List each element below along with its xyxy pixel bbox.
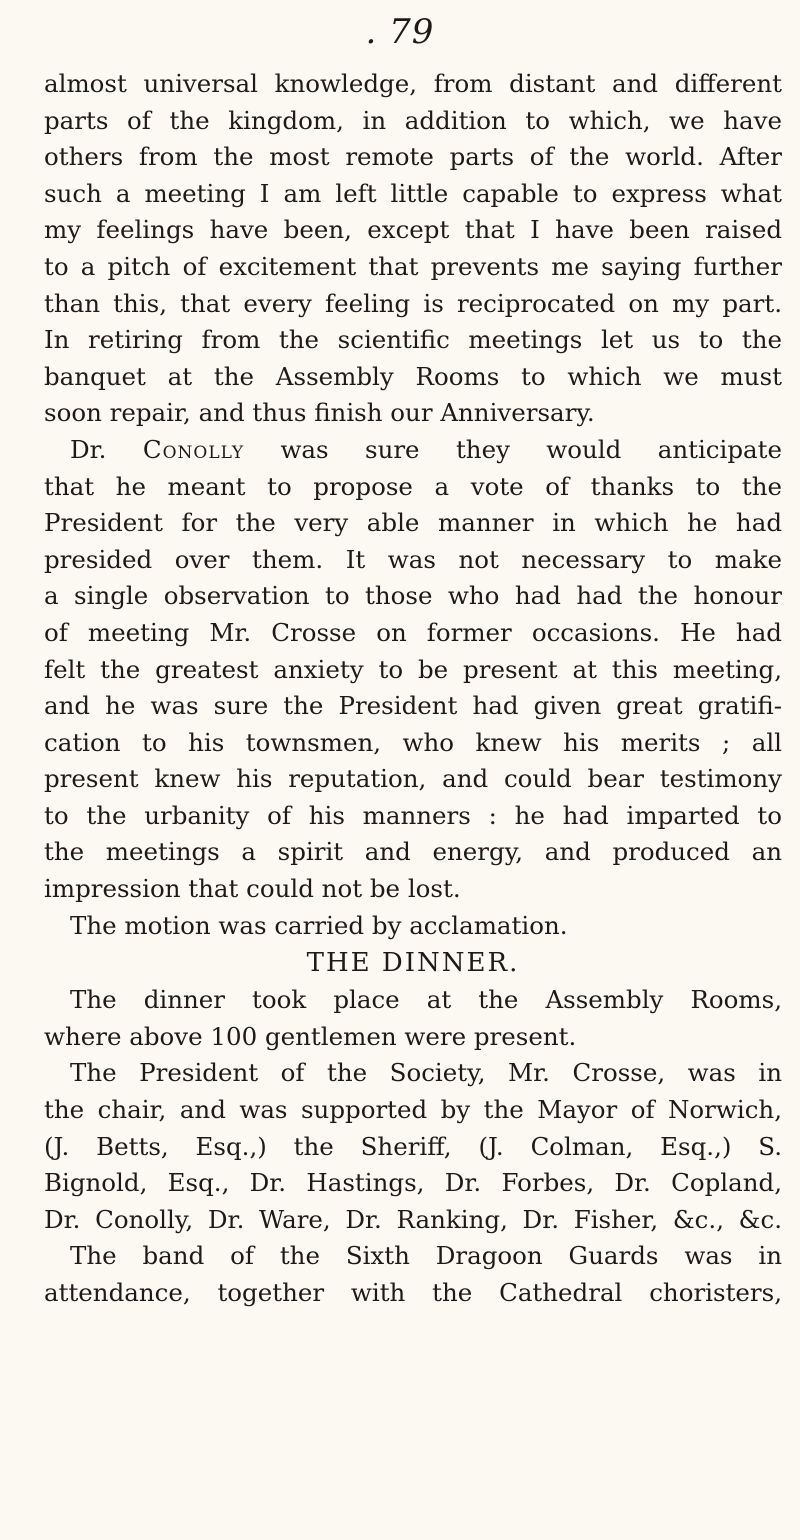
section-heading: THE DINNER.: [306, 948, 520, 979]
text-line: such a meeting I am left little capable to express what: [44, 178, 782, 208]
text-line: banquet at the Assembly Rooms to which we must: [44, 361, 782, 391]
text-line: (J. Betts, Esq.,) the Sheriff, (J. Colman, Esq.,) S.: [44, 1131, 782, 1161]
text-line: that he meant to propose a vote of thanks to the: [44, 471, 782, 501]
text-line: cation to his townsmen, who knew his merits ; all: [44, 727, 782, 757]
text-line: soon repair, and thus finish our Anniversary.: [44, 398, 595, 428]
text-segment: Dr.: [70, 434, 143, 464]
speaker-name: Conolly: [142, 434, 245, 464]
text-line: almost universal knowledge, from distant and different: [44, 69, 782, 98]
text-line: impression that could not be lost.: [44, 874, 461, 904]
text-line: the meetings a spirit and energy, and produced an: [44, 837, 782, 867]
text-line: the chair, and was supported by the Mayor of Norwich,: [44, 1095, 782, 1125]
text-line: President for the very able manner in which he had: [44, 508, 782, 538]
page-number: . 79: [365, 12, 435, 52]
text-line: [44, 432, 782, 469]
text-line: The motion was carried by acclamation.: [70, 910, 568, 940]
text-line: The President of the Society, Mr. Crosse, was in: [70, 1058, 782, 1088]
text-line: attendance, together with the Cathedral choristers,: [44, 1278, 782, 1307]
text-line: others from the most remote parts of the world. After: [44, 142, 782, 172]
text-line: presided over them. It was not necessary to make: [44, 544, 782, 574]
text-line: and he was sure the President had given great gratifi-: [44, 691, 782, 721]
text-line: The band of the Sixth Dragoon Guards was in: [70, 1241, 782, 1271]
text-line: Bignold, Esq., Dr. Hastings, Dr. Forbes, Dr. Copland,: [44, 1168, 782, 1198]
text-line: where above 100 gentlemen were present.: [44, 1021, 577, 1051]
text-line: a single observation to those who had had the honour: [44, 581, 782, 611]
text-line: of meeting Mr. Crosse on former occasions. He had: [44, 617, 782, 647]
text-line: felt the greatest anxiety to be present at this meeting,: [44, 654, 782, 684]
text-line: than this, that every feeling is reciprocated on my part.: [44, 288, 782, 318]
text-line: my feelings have been, except that I have been raised: [44, 215, 782, 245]
text-line: Dr. Conolly, Dr. Ware, Dr. Ranking, Dr. Fisher, &c., &c.: [44, 1204, 782, 1234]
body-text: [44, 66, 782, 1312]
text-line: In retiring from the scientific meetings let us to the: [44, 325, 782, 355]
text-line: parts of the kingdom, in addition to which, we have: [44, 105, 782, 135]
text-line: to a pitch of excitement that prevents me saying further: [44, 251, 782, 281]
text-line: to the urbanity of his manners : he had imparted to: [44, 800, 782, 830]
text-line: The dinner took place at the Assembly Rooms,: [70, 985, 782, 1015]
text-line: present knew his reputation, and could bear testimony: [44, 764, 782, 794]
text-segment: was sure they would anticipate: [244, 434, 782, 464]
